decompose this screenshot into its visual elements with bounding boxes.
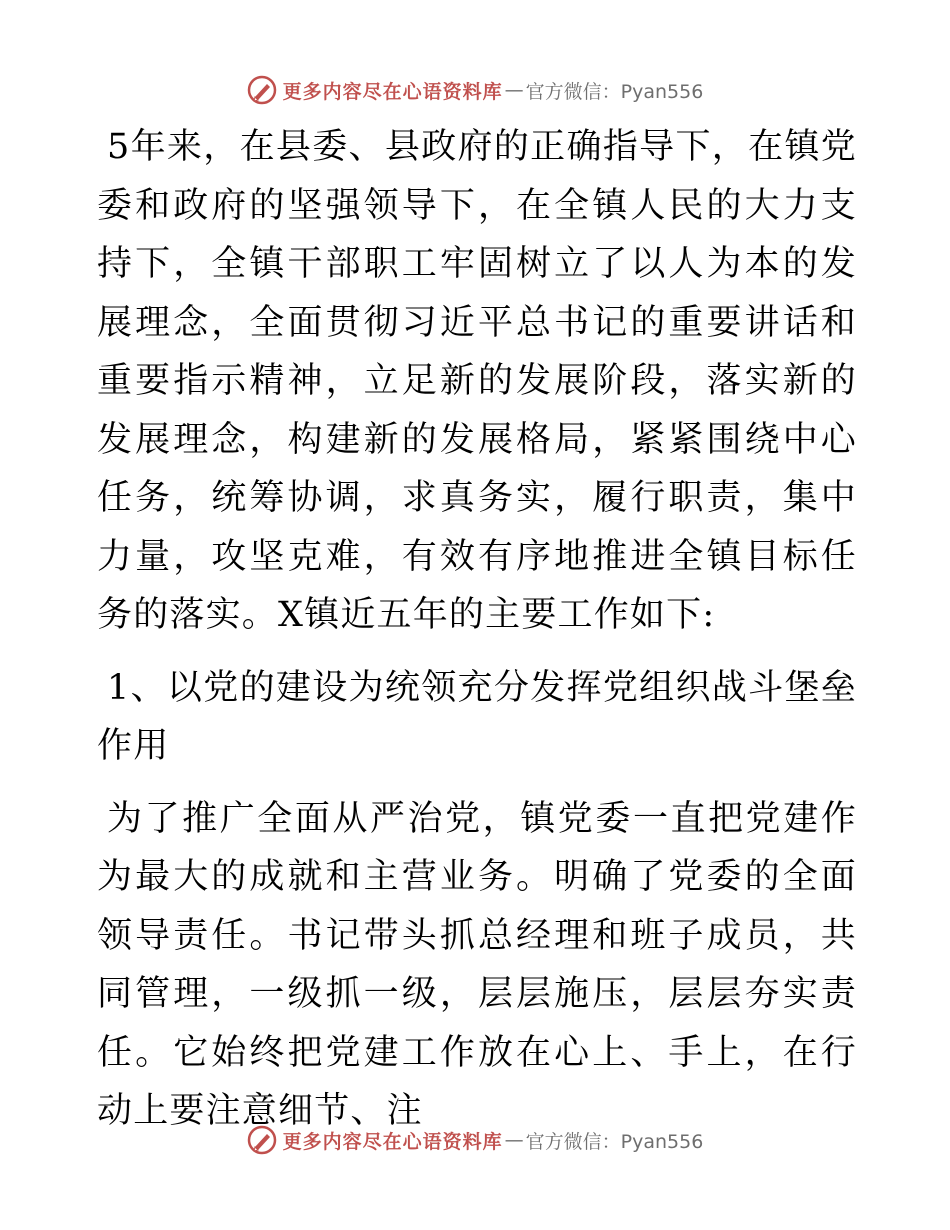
watermark-contact: 官方微信：Pyan556 <box>525 1130 704 1153</box>
pen-circle-logo-icon <box>247 1125 277 1155</box>
watermark-separator: — <box>504 1129 524 1151</box>
document-body <box>97 118 857 1141</box>
watermark-banner-top <box>0 70 950 110</box>
paragraph-intro: 5年来，在县委、县政府的正确指导下，在镇党委和政府的坚强领导下，在全镇人民的大力支持下，全镇干部职工牢固树立了以人为本的发展理念，全面贯彻习近平总书记的重要讲话和重要指示精神，立足新的发展阶段，落实新的发展理念，构建新的发展格局，紧紧围绕中心任务，统筹协调，求真务实，履行职责，集中力量，攻坚克难，有效有序地推进全镇目标任务的落实。X镇近五年的主要工作如下: <box>97 127 857 635</box>
watermark-brand: 更多内容尽在心语资料库 <box>282 80 503 103</box>
watermark-brand: 更多内容尽在心语资料库 <box>282 1130 503 1153</box>
watermark-contact: 官方微信：Pyan556 <box>525 80 704 103</box>
pen-circle-logo-icon <box>247 75 277 105</box>
watermark-separator: — <box>504 79 524 101</box>
section-heading-1: 1、以党的建设为统领充分发挥党组织战斗堡垒作用 <box>97 667 857 766</box>
watermark-banner-bottom <box>0 1120 950 1160</box>
paragraph-party-building: 为了推广全面从严治党，镇党委一直把党建作为最大的成就和主营业务。明确了党委的全面领导责任。书记带头抓总经理和班子成员，共同管理，一级抓一级，层层施压，层层夯实责任。它始终把党建工作放在心上、手上，在行动上要注意细节、注 <box>97 798 857 1131</box>
